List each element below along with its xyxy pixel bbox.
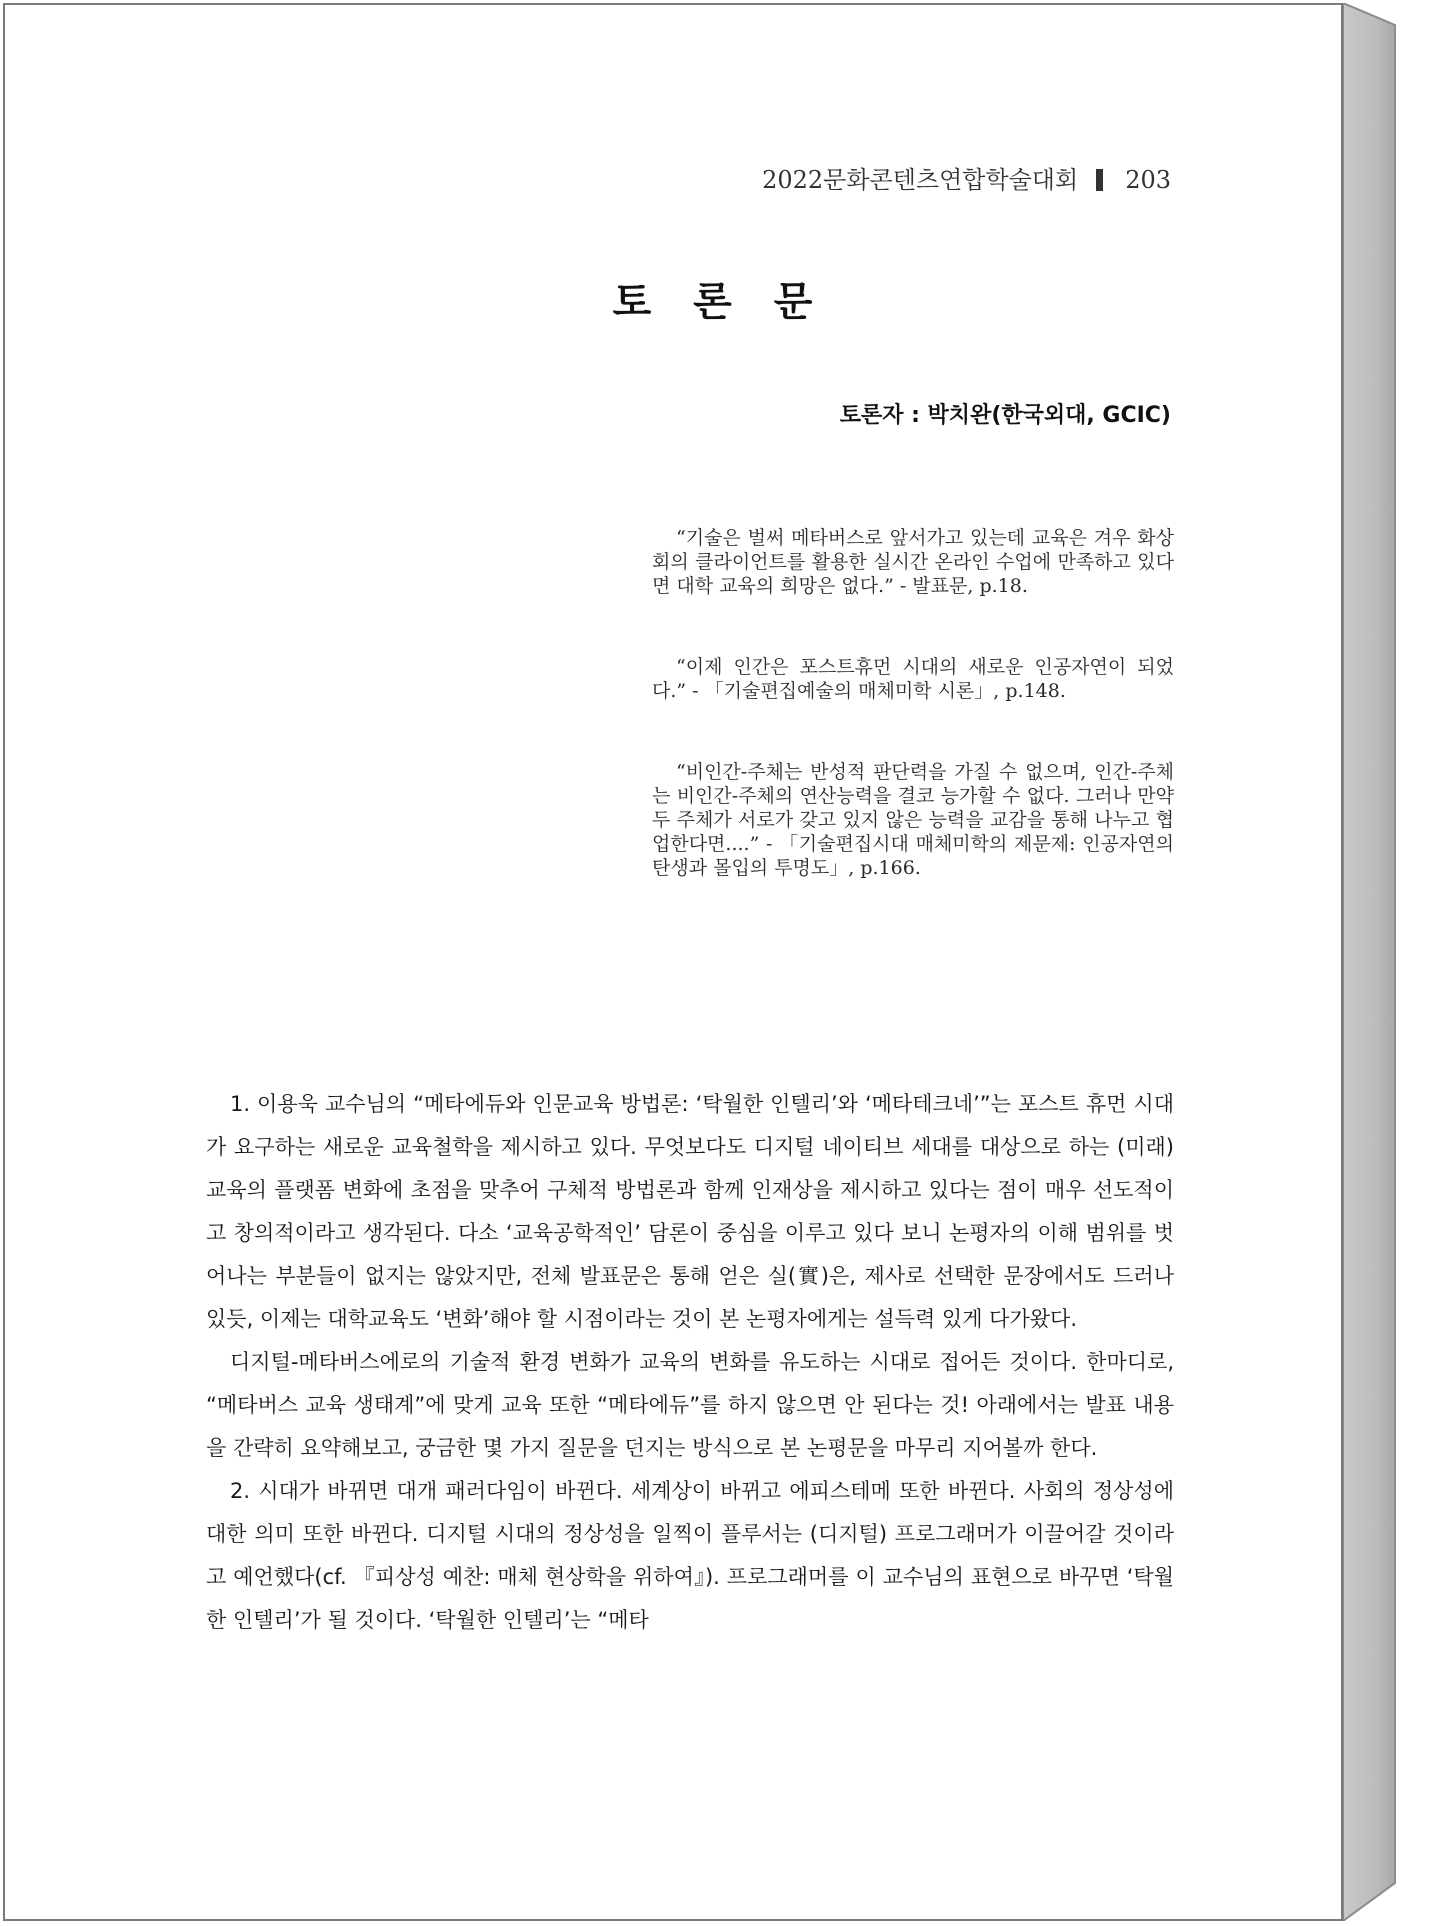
- epigraph-quote: “이제 인간은 포스트휴먼 시대의 새로운 인공자연이 되었다.” - 「기술편집예술의 매체미학 시론」, p.148.: [652, 656, 1174, 702]
- running-header: [762, 160, 1171, 195]
- header-separator-bar: [1096, 169, 1103, 191]
- body-paragraph: 2. 시대가 바뀌면 대개 패러다임이 바뀐다. 세계상이 바뀌고 에피스테메 또한 바뀐다. 사회의 정상성에 대한 의미 또한 바뀐다. 디지털 시대의 정상성을 일찍이 플루서는 (디지털) 프로그래머가 이끌어갈 것이라고 예언했다(cf. 『피상성 예찬: 매체 현상학을 위하여』). 프로그래머를 이 교수님의 표현으로 바꾸면 ‘탁월한 인텔리’가 될 것이다. ‘탁월한 인텔리’는 “메타: [206, 1479, 1174, 1632]
- body-paragraph: 1. 이용욱 교수님의 “메타에듀와 인문교육 방법론: ‘탁월한 인텔리’와 ‘메타테크네’”는 포스트 휴먼 시대가 요구하는 새로운 교육철학을 제시하고 있다. 무엇보다도 디지털 네이티브 세대를 대상으로 하는 (미래) 교육의 플랫폼 변화에 초점을 맞추어 구체적 방법론과 함께 인재상을 제시하고 있다는 점이 매우 선도적이고 창의적이라고 생각된다. 다소 ‘교육공학적인’ 담론이 중심을 이루고 있다 보니 논평자의 이해 범위를 벗어나는 부분들이 없지는 않았지만, 전체 발표문은 통해 얻은 실(實)은, 제사로 선택한 문장에서도 드러나 있듯, 이제는 대학교육도 ‘변화’해야 할 시점이라는 것이 본 논평자에게는 설득력 있게 다가왔다.: [206, 1092, 1174, 1331]
- page-number: 203: [1125, 166, 1171, 194]
- epigraph-quote: “비인간-주체는 반성적 판단력을 가질 수 없으며, 인간-주체는 비인간-주체의 연산능력을 결코 능가할 수 없다. 그러나 만약 두 주체가 서로가 갖고 있지 않은 능력을 교감을 통해 나누고 협업한다면....” - 「기술편집시대 매체미학의 제문제: 인공자연의 탄생과 몰입의 투명도」, p.166.: [652, 761, 1174, 879]
- epigraph-quote: “기술은 벌써 메타버스로 앞서가고 있는데 교육은 겨우 화상회의 클라이언트를 활용한 실시간 온라인 수업에 만족하고 있다면 대학 교육의 희망은 없다.” - 발표문, p.18.: [652, 527, 1174, 597]
- document-title: 토 론 문: [612, 279, 827, 325]
- body-text: [206, 1083, 1174, 1642]
- body-paragraph: 디지털-메타버스에로의 기술적 환경 변화가 교육의 변화를 유도하는 시대로 접어든 것이다. 한마디로, “메타버스 교육 생태계”에 맞게 교육 또한 “메타에듀”를 하지 않으면 안 된다는 것! 아래에서는 발표 내용을 간략히 요약해보고, 궁금한 몇 가지 질문을 던지는 방식으로 본 논평문을 마무리 지어볼까 한다.: [206, 1350, 1174, 1460]
- epigraph-block: [652, 526, 1174, 937]
- running-title: 2022문화콘텐츠연합학술대회: [762, 166, 1079, 194]
- discussant-line: 토론자 : 박치완(한국외대, GCIC): [839, 403, 1171, 428]
